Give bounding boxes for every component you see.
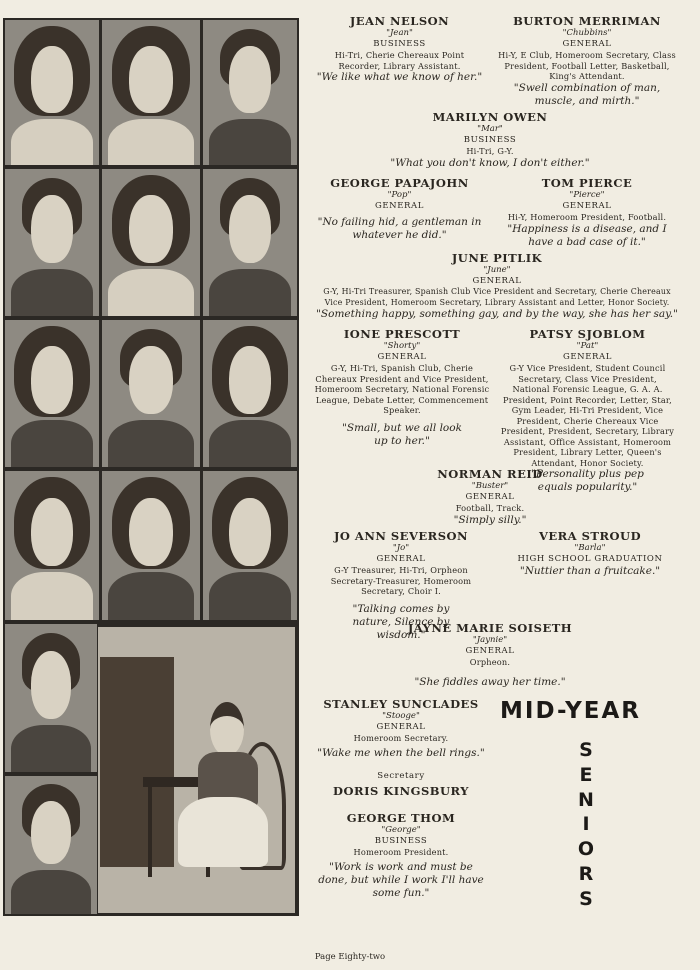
senior-activities: G-Y Vice President, Student Council Secretary, Class Vice President, National Forensic League, G. A. A. President, Point Recorder, Letter, Star, Gym Leader, Hi-Tri President, Vice President, Cherie Chereaux Vice President, President, Secretary, Library Assistant, Office Assistant, Homeroom President, Library Letter, Queen's Attendant, Honor Society. xyxy=(500,363,675,468)
title-letter: S xyxy=(579,739,593,761)
senior-entry xyxy=(497,14,677,108)
portrait-photo xyxy=(203,169,297,316)
senior-name: TOM PIERCE xyxy=(541,176,633,190)
senior-quote: "Swell combination of man, muscle, and mirth." xyxy=(513,81,661,107)
senior-quote: "No failing hid, a gentleman in whatever he did." xyxy=(317,216,482,241)
portrait-photo xyxy=(102,320,200,467)
senior-quote: "We like what we know of her." xyxy=(316,71,483,83)
senior-quote: "What you don't know, I don't either." xyxy=(390,156,590,169)
senior-nickname: "Pierce" xyxy=(569,190,605,200)
seniors-vertical-title xyxy=(574,738,598,912)
senior-nickname: "Jaynie" xyxy=(472,635,508,645)
senior-activities: Hi-Y, E Club, Homeroom Secretary, Class President, Football Letter, Basketball, King's Attendant. xyxy=(498,50,676,81)
title-letter: N xyxy=(578,788,594,811)
secretary-label: Secretary xyxy=(377,771,425,781)
senior-nickname: "Jo" xyxy=(392,543,410,553)
senior-name: JAYNE MARIE SOISETH xyxy=(407,621,573,635)
senior-course: BUSINESS xyxy=(463,135,517,145)
senior-nickname: "Shorty" xyxy=(383,341,421,351)
secretary-entry xyxy=(312,771,490,798)
senior-activities: G-Y, Hi-Tri Treasurer, Spanish Club Vice President and Secretary, Cherie Chereaux Vice President, Homeroom Secretary, Library Assistant and Letter, Honor Society. xyxy=(323,287,671,307)
senior-entry xyxy=(312,697,490,760)
senior-course: GENERAL xyxy=(374,201,425,211)
senior-entry xyxy=(497,176,677,249)
senior-quote: "Talking comes by nature, Silence by wisdom." xyxy=(352,602,450,641)
senior-course: GENERAL xyxy=(377,352,427,362)
senior-quote: "Happiness is a disease, and I have a bad case of it." xyxy=(507,222,667,248)
senior-name: PATSY SJOBLOM xyxy=(529,327,646,341)
senior-course: GENERAL xyxy=(562,201,612,211)
senior-quote: "Something happy, something gay, and by the way, she has her say." xyxy=(316,308,678,320)
senior-quote: "Nuttier than a fruitcake." xyxy=(519,565,661,577)
senior-entry xyxy=(360,110,620,170)
portrait-photo xyxy=(102,169,200,316)
senior-name: STANLEY SUNCLADES xyxy=(323,697,479,711)
senior-nickname: "George" xyxy=(381,825,421,835)
portrait-photo xyxy=(102,20,200,165)
senior-name: GEORGE THOM xyxy=(346,811,456,825)
title-letter: O xyxy=(577,838,595,861)
senior-name: NORMAN REID xyxy=(437,467,543,481)
portrait-photo xyxy=(5,320,99,467)
senior-name: JEAN NELSON xyxy=(349,14,450,28)
title-letter: R xyxy=(578,862,594,885)
portrait-photo xyxy=(5,471,99,620)
senior-activities: Homeroom President. xyxy=(353,847,449,857)
senior-name: GEORGE PAPAJOHN xyxy=(330,176,469,190)
senior-nickname: "Chubbins" xyxy=(562,28,612,38)
senior-name: JO ANN SEVERSON xyxy=(333,529,469,543)
senior-nickname: "June" xyxy=(483,265,511,275)
senior-name: JUNE PITLIK xyxy=(451,251,543,265)
senior-quote: "Simply silly." xyxy=(453,513,527,526)
senior-entry xyxy=(313,327,491,448)
senior-entry xyxy=(312,14,487,84)
senior-activities: Hi-Tri, G-Y. xyxy=(466,146,514,156)
portrait-photo xyxy=(203,471,297,620)
senior-name: MARILYN OWEN xyxy=(432,110,548,124)
senior-nickname: "Pat" xyxy=(576,341,599,351)
secretary-name: DORIS KINGSBURY xyxy=(333,784,469,798)
senior-entry xyxy=(312,811,490,900)
senior-nickname: "Stooge" xyxy=(382,711,420,721)
senior-quote: "Small, but we all look up to her." xyxy=(342,421,462,447)
portrait-photo xyxy=(102,471,200,620)
portrait-photo xyxy=(5,169,99,316)
senior-course: GENERAL xyxy=(472,276,522,286)
portrait-photo xyxy=(5,624,97,772)
senior-entry xyxy=(380,621,600,689)
senior-activities: Hi-Tri, Cherie Chereaux Point Recorder, Library Assistant. xyxy=(334,50,465,71)
senior-entry xyxy=(316,251,678,321)
senior-nickname: "Buster" xyxy=(471,481,509,491)
senior-activities: Hi-Y, Homeroom President, Football. xyxy=(507,212,667,222)
portrait-photo xyxy=(203,20,297,165)
senior-activities: G-Y Treasurer, Hi-Tri, Orpheon Secretary-Treasurer, Homeroom Secretary, Choir I. xyxy=(330,565,472,596)
mid-year-title: MID-YEAR xyxy=(500,698,642,724)
senior-activities: Football, Track. xyxy=(455,503,525,513)
title-letter: E xyxy=(579,763,593,786)
senior-name: IONE PRESCOTT xyxy=(343,327,461,341)
senior-entry xyxy=(505,529,675,578)
senior-entry xyxy=(312,176,487,242)
senior-course: GENERAL xyxy=(376,554,426,564)
page-number: Page Eighty-two xyxy=(314,952,386,962)
senior-quote: "She fiddles away her time." xyxy=(414,675,566,688)
senior-course: BUSINESS xyxy=(373,39,426,49)
senior-course: GENERAL xyxy=(465,492,515,502)
senior-course: GENERAL xyxy=(562,352,613,362)
senior-entry xyxy=(400,467,580,527)
portrait-photo xyxy=(203,320,297,467)
senior-activities: Orpheon. xyxy=(469,657,511,667)
senior-course: GENERAL xyxy=(465,646,515,656)
senior-course: HIGH SCHOOL GRADUATION xyxy=(517,554,663,564)
senior-name: BURTON MERRIMAN xyxy=(513,14,661,28)
senior-nickname: "Mar" xyxy=(477,124,503,134)
senior-quote: "Wake me when the bell rings." xyxy=(317,746,485,759)
secretary-desk-photo xyxy=(98,627,295,913)
senior-nickname: "Pop" xyxy=(387,190,412,200)
senior-quote: "Personality plus pep equals popularity." xyxy=(531,468,644,493)
senior-nickname: "Barla" xyxy=(574,543,606,553)
title-letter: S xyxy=(579,887,593,910)
senior-activities: Homeroom Secretary. xyxy=(353,733,449,743)
portrait-photo xyxy=(5,776,97,914)
senior-course: BUSINESS xyxy=(374,836,428,846)
senior-nickname: "Jean" xyxy=(386,28,413,38)
title-letter: I xyxy=(582,813,590,836)
senior-quote: "Work is work and must be done, but while I work I'll have some fun." xyxy=(318,860,484,899)
senior-course: GENERAL xyxy=(376,722,426,732)
senior-activities: G-Y, Hi-Tri, Spanish Club, Cherie Chereaux President and Vice President, Homeroom Secretary, National Forensic League, Debate Letter, Commencement Speaker. xyxy=(314,363,490,415)
portrait-photo xyxy=(5,20,99,165)
senior-course: GENERAL xyxy=(562,39,612,49)
senior-name: VERA STROUD xyxy=(538,529,642,543)
